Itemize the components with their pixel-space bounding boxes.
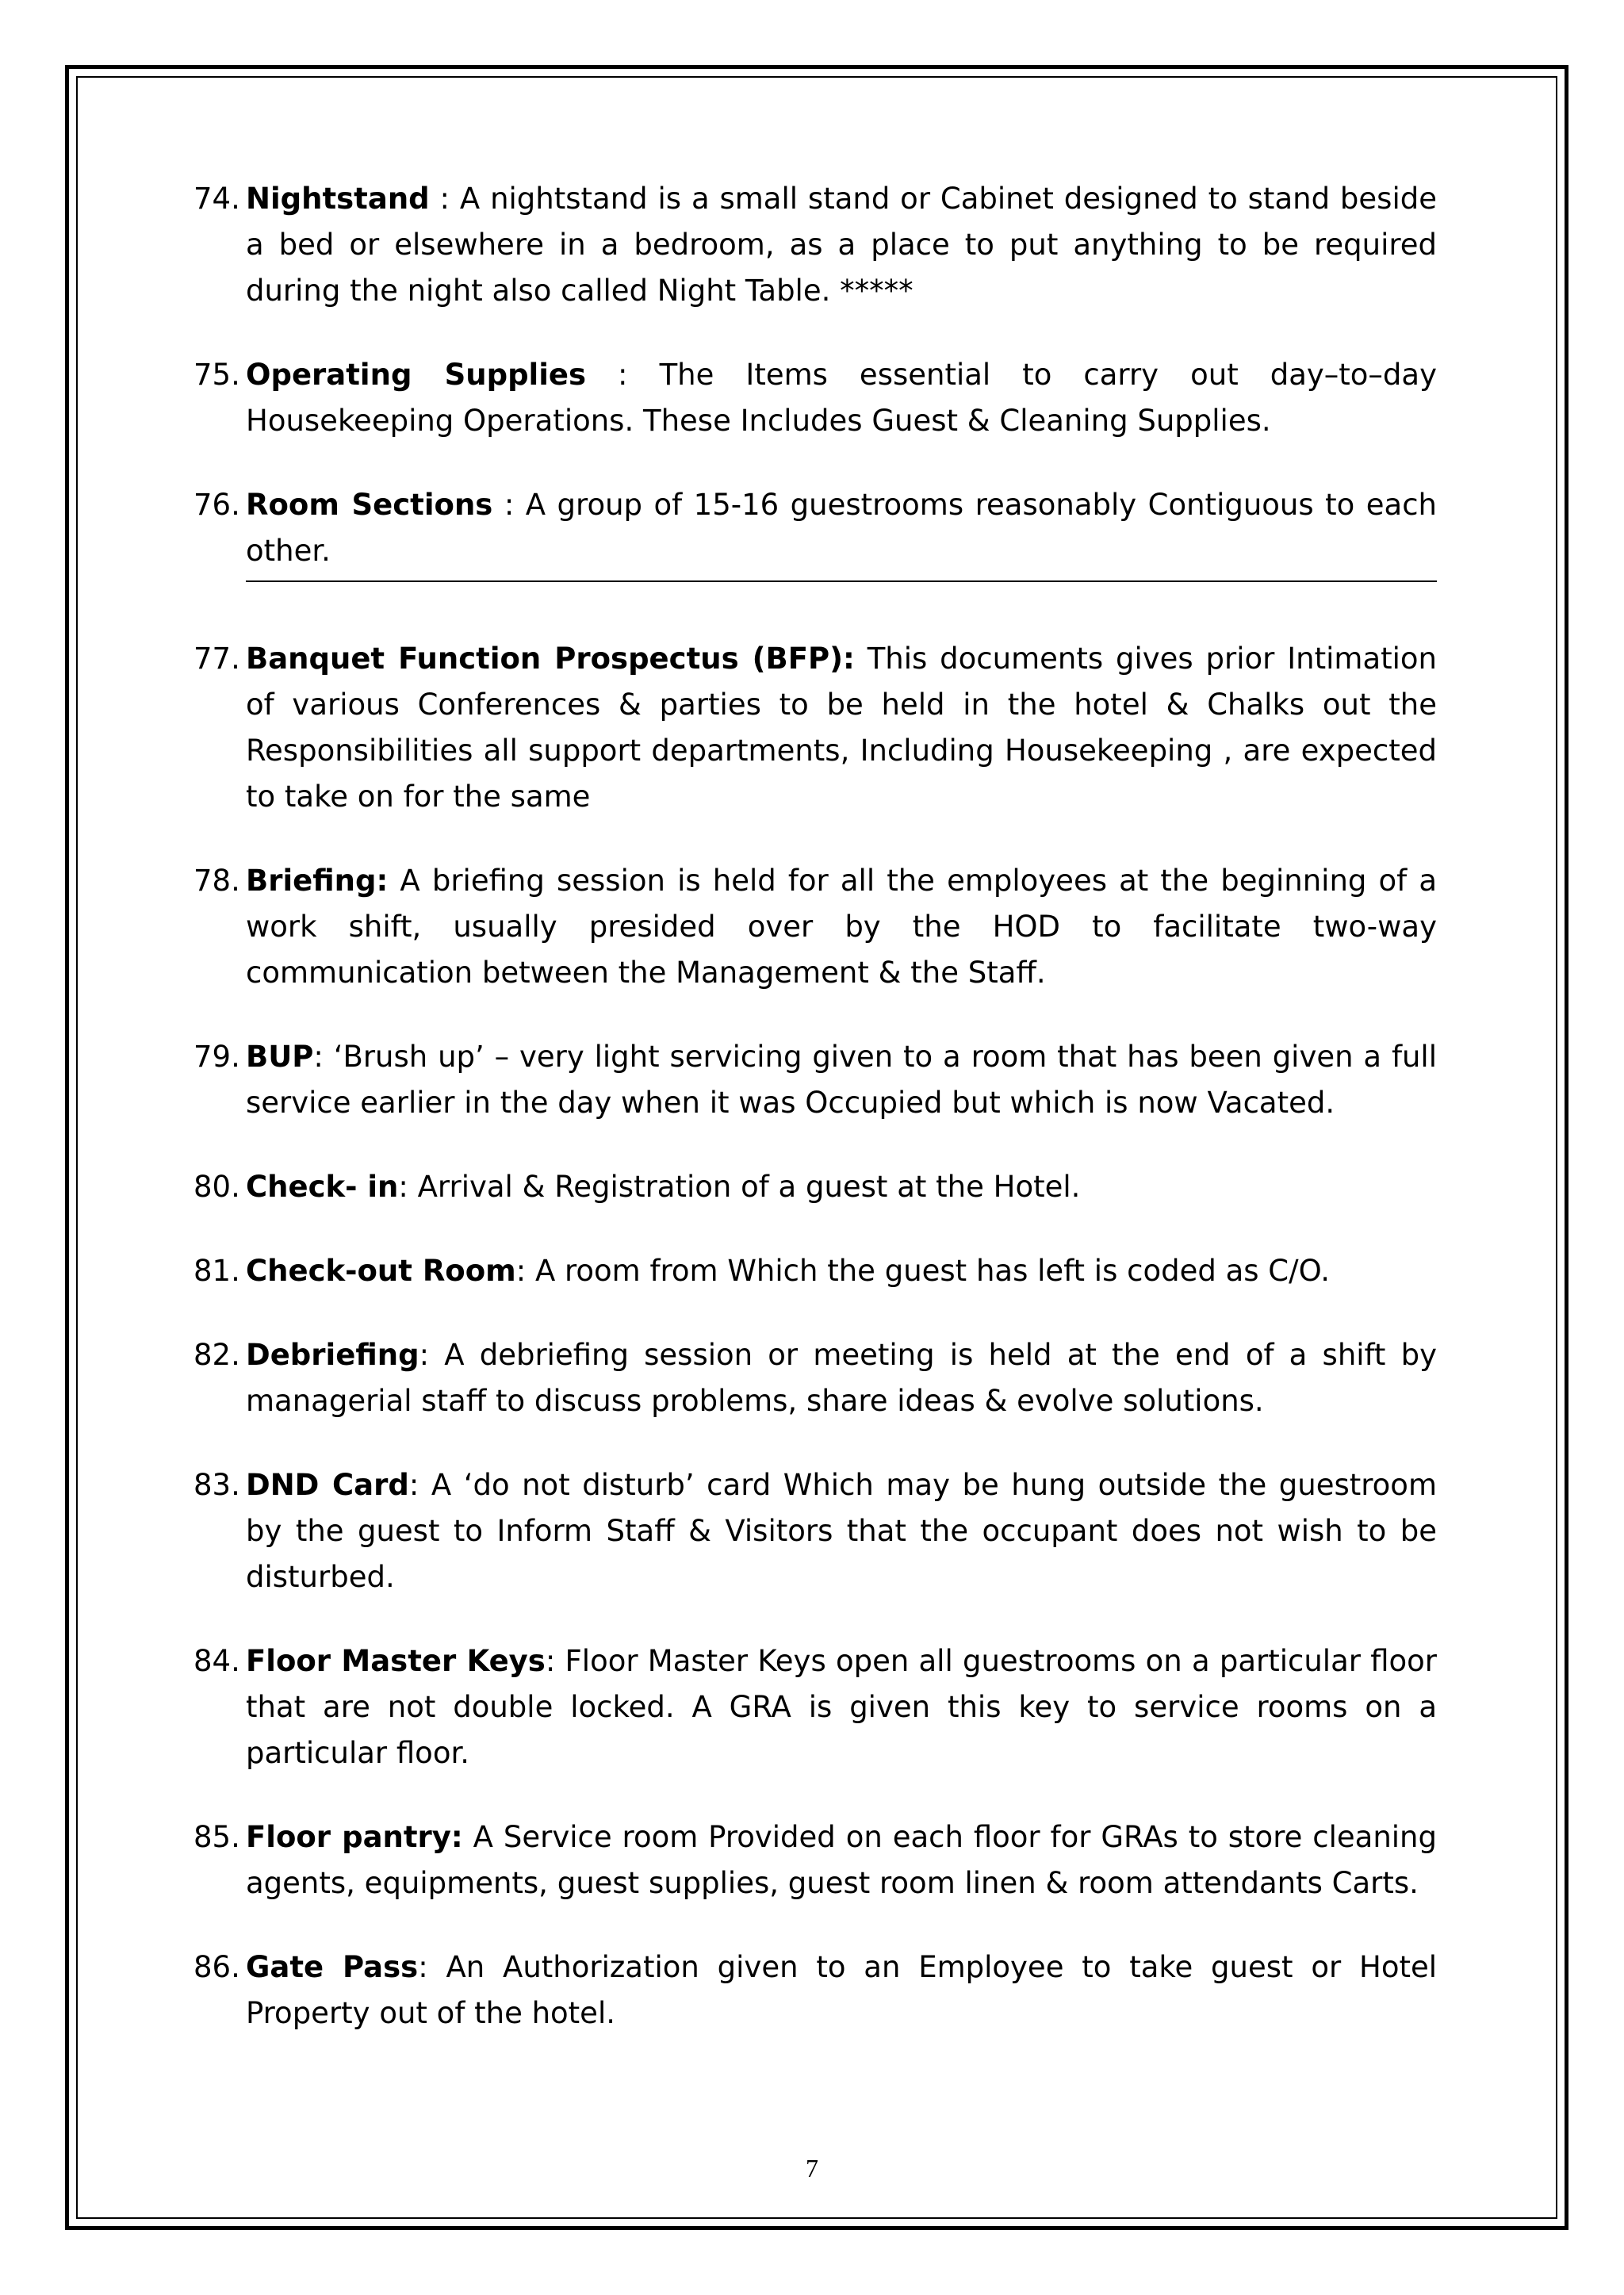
glossary-entry-75 xyxy=(193,352,1437,444)
entry-separator: : xyxy=(408,1468,431,1502)
entry-term: Check-out Room xyxy=(246,1254,516,1288)
entry-separator xyxy=(388,864,400,898)
entry-separator: : xyxy=(429,182,460,216)
entry-term: Room Sections xyxy=(246,488,493,522)
section-divider-line xyxy=(246,580,1437,582)
entry-term: Floor pantry: xyxy=(246,1820,463,1854)
entry-number: 82. xyxy=(193,1338,240,1372)
entry-number: 75. xyxy=(193,358,240,392)
entry-definition: An Authorization given to an Employee to take guest or Hotel Property out of the hotel. xyxy=(246,1950,1438,2030)
entry-number: 80. xyxy=(193,1170,240,1204)
entry-number: 77. xyxy=(193,642,240,676)
entry-definition: A ‘do not disturb’ card Which may be hung outside the guestroom by the guest to Inform Staff & Visitors that the occupant does not wish to be disturbed. xyxy=(246,1468,1437,1594)
entry-definition: The Items essential to carry out day–to–day Housekeeping Operations. These Includes Guest & Cleaning Supplies. xyxy=(246,358,1437,438)
glossary-entry-84 xyxy=(193,1638,1437,1776)
glossary-entry-80 xyxy=(193,1164,1437,1210)
entry-term: DND Card xyxy=(246,1468,409,1502)
entry-definition: A briefing session is held for all the employees at the beginning of a work shift, usually presided over by the HOD to facilitate two-way communication between the Management & the Staff. xyxy=(246,864,1437,990)
entry-definition: Floor Master Keys open all guestrooms on a particular floor that are not double locked. A GRA is given this key to service rooms on a particular floor. xyxy=(246,1644,1437,1770)
entry-definition: This documents gives prior Intimation of various Conferences & parties to be held in the hotel & Chalks out the Responsibilities all support departments, Including Housekeeping , are expected to take on for the same xyxy=(246,642,1437,814)
entry-definition: A nightstand is a small stand or Cabinet designed to stand beside a bed or elsewhere in a bedroom, as a place to put anything to be required during the night also called Night Table. ***** xyxy=(246,182,1437,308)
entry-term: Nightstand xyxy=(246,182,430,216)
glossary-entry-77 xyxy=(193,636,1437,820)
glossary-entry-86 xyxy=(193,1944,1437,2036)
glossary-entry-81 xyxy=(193,1248,1437,1294)
entry-number: 84. xyxy=(193,1644,240,1678)
entry-number: 83. xyxy=(193,1468,240,1502)
entry-definition: Arrival & Registration of a guest at the Hotel. xyxy=(417,1170,1081,1204)
entry-separator xyxy=(855,642,868,676)
entry-separator xyxy=(463,1820,473,1854)
entry-number: 74. xyxy=(193,182,240,216)
entry-definition: A debriefing session or meeting is held at the end of a shift by managerial staff to discuss problems, share ideas & evolve solutions. xyxy=(246,1338,1437,1418)
entry-definition: ‘Brush up’ – very light servicing given to a room that has been given a full service earlier in the day when it was Occupied but which is now Vacated. xyxy=(246,1040,1437,1120)
glossary-entry-76 xyxy=(193,482,1437,574)
entry-separator: : xyxy=(398,1170,418,1204)
entry-number: 81. xyxy=(193,1254,240,1288)
entry-definition: A room from Which the guest has left is coded as C/O. xyxy=(534,1254,1330,1288)
glossary-entry-74 xyxy=(193,176,1437,314)
entry-number: 85. xyxy=(193,1820,240,1854)
entry-separator: : xyxy=(419,1338,445,1372)
entry-number: 86. xyxy=(193,1950,240,1984)
entry-term: Gate Pass xyxy=(246,1950,419,1984)
entry-separator: : xyxy=(586,358,660,392)
entry-term: Check- in xyxy=(246,1170,399,1204)
glossary-entry-78 xyxy=(193,858,1437,996)
glossary-list xyxy=(193,176,1437,2075)
entry-term: Debriefing xyxy=(246,1338,419,1372)
entry-term: BUP xyxy=(246,1040,314,1074)
page-number: 7 xyxy=(806,2154,818,2182)
entry-separator: : xyxy=(515,1254,535,1288)
glossary-entry-83 xyxy=(193,1462,1437,1600)
entry-number: 79. xyxy=(193,1040,240,1074)
entry-term: Banquet Function Prospectus (BFP): xyxy=(246,642,855,676)
glossary-entry-79 xyxy=(193,1034,1437,1126)
entry-term: Floor Master Keys xyxy=(246,1644,546,1678)
entry-number: 76. xyxy=(193,488,240,522)
entry-definition: A group of 15-16 guestrooms reasonably Contiguous to each other. xyxy=(246,488,1437,568)
entry-term: Briefing: xyxy=(246,864,389,898)
glossary-entry-85 xyxy=(193,1814,1437,1906)
glossary-entry-82 xyxy=(193,1332,1437,1424)
entry-term: Operating Supplies xyxy=(246,358,587,392)
entry-separator: : xyxy=(418,1950,446,1984)
entry-separator: : xyxy=(313,1040,334,1074)
entry-separator: : xyxy=(545,1644,565,1678)
entry-definition: A Service room Provided on each floor for GRAs to store cleaning agents, equipments, guest supplies, guest room linen & room attendants Carts. xyxy=(246,1820,1437,1900)
entry-number: 78. xyxy=(193,864,240,898)
entry-separator: : xyxy=(492,488,526,522)
